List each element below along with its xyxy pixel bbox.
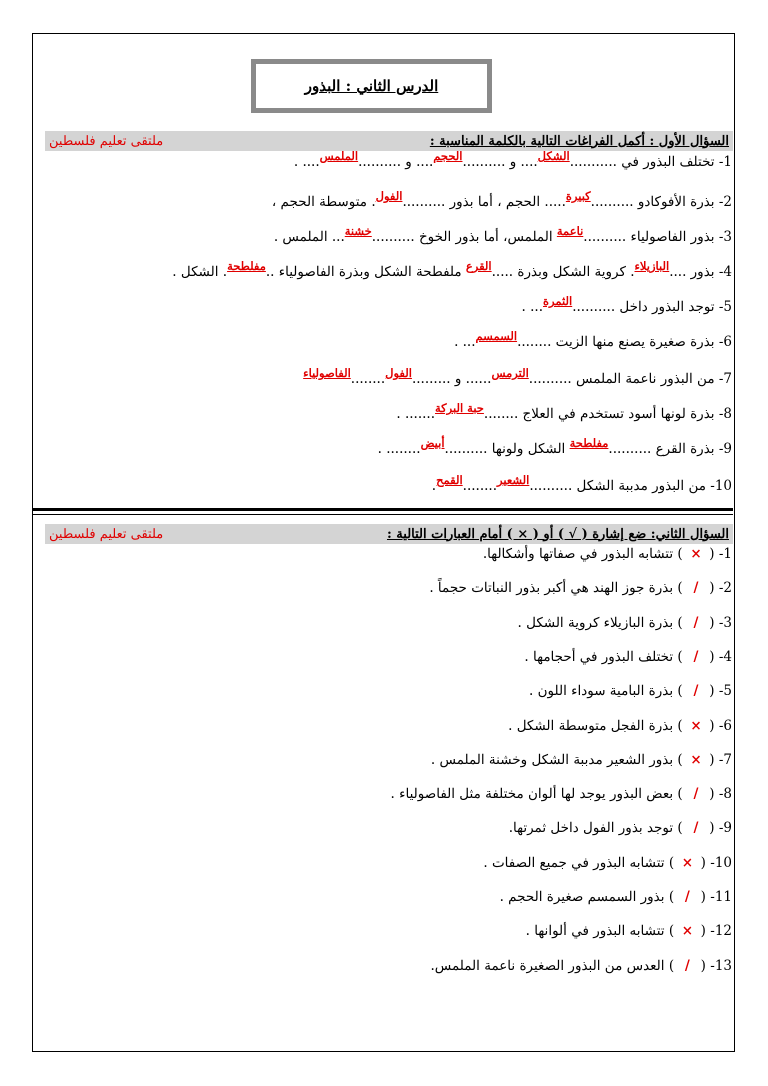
q2-item-number: 10- <box>710 854 732 871</box>
q2-statement: تتشابه البذور في صفاتها وأشكالها. <box>482 546 674 562</box>
q1-answer: الثمرة <box>543 294 573 308</box>
q2-answer-mark: × <box>690 751 702 768</box>
q2-answer-mark: / <box>684 957 690 974</box>
q2-bracket-close: ) <box>673 546 687 562</box>
q2-item-number: 12- <box>710 923 732 940</box>
q1-text: 2- بذرة الأفوكادو .......... <box>590 194 732 210</box>
q2-item-4 <box>524 649 732 665</box>
q2-item-3 <box>518 615 732 631</box>
q1-text: . كروية الشكل وبذرة ..... <box>491 264 635 280</box>
q2-statement: بذرة جوز الهند هي أكبر بذور النباتات حجماً . <box>429 580 674 597</box>
q2-answer-mark: × <box>690 546 702 562</box>
q2-statement: بذور السمسم صغيرة الحجم . <box>499 889 665 905</box>
q2-statement: بعض البذور يوجد لها ألوان مختلفة مثل الفاصولياء . <box>390 786 674 803</box>
q1-text: 1- تختلف البذور في ........... <box>569 154 732 170</box>
q1-text: ....... . <box>396 406 436 422</box>
q1-answer: القرع <box>465 259 492 273</box>
q2-item-6 <box>508 718 732 734</box>
q1-text: .... و .......... <box>462 154 538 170</box>
q2-heading: السؤال الثاني: ضع إشارة ( √ ) أو ( × ) أمام العبارات التالية : <box>386 526 729 542</box>
q1-answer: مفلطحة <box>569 436 609 450</box>
q1-header <box>45 131 733 151</box>
q1-text: ...... و ......... <box>411 371 492 387</box>
q1-text: ... . <box>454 334 476 350</box>
q2-statement: توجد بذور الفول داخل ثمرتها. <box>508 820 674 837</box>
q1-item-8 <box>396 401 732 422</box>
q1-brand: ملتقى تعليم فلسطين <box>49 133 164 149</box>
q1-answer: خشنة <box>344 224 372 238</box>
q2-answer-mark: × <box>681 854 694 871</box>
q2-statement: تتشابه البذور في ألوانها . <box>525 923 665 940</box>
q2-item-13 <box>430 958 732 974</box>
q1-text: ..... الحجم ، أما بذور .......... <box>402 194 566 210</box>
q1-text: 6- بذرة صغيرة يصنع منها الزيت ........ <box>517 334 732 350</box>
q2-item-number: 8- <box>718 786 732 803</box>
q2-item-number: 1- <box>718 546 732 562</box>
lesson-title-box <box>251 59 492 113</box>
q2-answer-mark: / <box>693 786 699 803</box>
q2-statement: تختلف البذور في أحجامها . <box>524 648 674 665</box>
q2-bracket-close: ) <box>673 751 687 768</box>
q1-text: ........ . <box>377 441 421 457</box>
q2-answer-mark: / <box>693 614 699 631</box>
q1-text: 5- توجد البذور داخل .......... <box>572 299 732 315</box>
q1-text: .... . <box>293 154 320 170</box>
q2-item-number: 3- <box>718 614 732 631</box>
q2-bracket-close: ) <box>664 923 679 940</box>
lesson-title: الدرس الثاني : البذور <box>304 77 439 95</box>
q1-text: 10- من البذور مدببة الشكل .......... <box>529 478 732 494</box>
q2-item-5 <box>529 683 732 699</box>
q1-answer: القمح <box>436 473 463 487</box>
q2-bracket-open: ( <box>704 648 719 665</box>
q2-bracket-open: ( <box>704 717 719 734</box>
q1-answer: الفاصولياء <box>303 366 351 380</box>
q2-bracket-open: ( <box>696 889 711 905</box>
q2-item-12 <box>526 923 732 939</box>
q1-text: . متوسطة الحجم ، <box>271 194 376 210</box>
q2-bracket-close: ) <box>673 820 687 837</box>
q2-bracket-close: ) <box>664 889 679 905</box>
q1-item-5 <box>521 294 732 315</box>
q1-text: 7- من البذور ناعمة الملمس .......... <box>528 371 732 387</box>
q2-bracket-close: ) <box>673 786 687 803</box>
q1-answer: الشكل <box>537 149 570 163</box>
q2-item-8 <box>391 786 732 802</box>
q2-bracket-close: ) <box>673 717 687 734</box>
q1-answer: ناعمة <box>556 224 584 238</box>
q2-bracket-open: ( <box>704 580 719 597</box>
q1-text: ملفطحة الشكل وبذرة الفاصولياء .. <box>265 264 466 280</box>
q2-bracket-close: ) <box>664 854 679 871</box>
q2-answer-mark: × <box>681 923 694 940</box>
q2-item-10 <box>483 855 732 871</box>
section-separator-thin <box>33 514 733 515</box>
q2-item-7 <box>431 752 732 768</box>
q1-heading: السؤال الأول : أكمل الفراغات التالية بالكلمة المناسبة : <box>429 133 729 149</box>
q2-answer-mark: / <box>693 580 699 597</box>
q2-item-2 <box>429 580 732 596</box>
q1-item-6 <box>454 329 732 350</box>
q2-bracket-open: ( <box>696 923 711 940</box>
q2-bracket-close: ) <box>673 648 687 665</box>
q1-answer: مفلطحة <box>227 259 266 273</box>
q2-statement: بذرة البامية سوداء اللون . <box>529 683 674 700</box>
q2-bracket-close: ) <box>673 614 687 631</box>
q1-text: ........ <box>462 478 497 494</box>
q2-bracket-open: ( <box>704 546 719 562</box>
q1-answer: حبة البركة <box>435 401 484 415</box>
q1-item-4 <box>172 259 732 280</box>
q1-item-9 <box>377 436 732 457</box>
q2-statement: تتشابه البذور في جميع الصفات . <box>483 854 665 871</box>
q1-text: .... و .......... <box>358 154 434 170</box>
q1-answer: البازيلاء <box>634 259 670 273</box>
q1-text: 8- بذرة لونها أسود تستخدم في العلاج ........ <box>483 406 732 422</box>
q1-item-10 <box>431 473 732 494</box>
q1-answer: أبيض <box>420 436 445 450</box>
q2-brand: ملتقى تعليم فلسطين <box>49 526 164 542</box>
q2-answer-mark: × <box>690 717 702 734</box>
q2-bracket-open: ( <box>704 683 719 700</box>
q1-text: . <box>431 478 437 494</box>
q2-item-number: 2- <box>718 580 732 597</box>
q1-answer: الفول <box>375 189 403 203</box>
q2-bracket-open: ( <box>704 786 719 803</box>
q2-header <box>45 524 733 544</box>
q1-text: 3- بذور الفاصولياء .......... <box>583 229 732 245</box>
q1-answer: الملمس <box>319 149 359 163</box>
q1-text: ... الملمس . <box>273 229 345 245</box>
q1-text: ... . <box>521 299 543 315</box>
q2-answer-mark: / <box>693 820 699 837</box>
q1-answer: الفول <box>385 366 412 380</box>
q2-statement: بذرة الفجل متوسطة الشكل . <box>508 717 674 734</box>
q1-answer: الترمس <box>491 366 529 380</box>
q1-text: . الشكل . <box>172 264 228 280</box>
q2-bracket-open: ( <box>704 614 719 631</box>
q1-text: الملمس، أما بذور الخوخ .......... <box>371 229 557 245</box>
q2-item-number: 11- <box>710 889 732 905</box>
q1-text: ........ <box>350 371 386 387</box>
q2-item-number: 13- <box>710 957 732 974</box>
q1-answer: الشعير <box>497 473 530 487</box>
q2-bracket-open: ( <box>704 751 719 768</box>
q1-answer: كبيرة <box>565 189 591 203</box>
q1-item-2 <box>271 189 732 210</box>
worksheet-page <box>32 33 735 1052</box>
q1-answer: الحجم <box>433 149 463 163</box>
q2-bracket-open: ( <box>704 820 719 837</box>
q2-answer-mark: / <box>693 648 699 665</box>
q2-bracket-open: ( <box>696 957 711 974</box>
q2-item-9 <box>509 820 732 836</box>
q2-item-number: 5- <box>718 683 732 700</box>
q2-item-number: 9- <box>718 820 732 837</box>
q2-answer-mark: / <box>684 889 690 905</box>
q2-item-number: 4- <box>718 648 732 665</box>
q2-item-11 <box>500 889 732 905</box>
q2-bracket-close: ) <box>673 683 687 700</box>
q2-statement: العدس من البذور الصغيرة ناعمة الملمس. <box>430 957 665 974</box>
section-separator <box>33 508 733 511</box>
q1-answer: السمسم <box>475 329 518 343</box>
q1-item-3 <box>273 224 732 245</box>
q2-item-1 <box>483 546 732 562</box>
q2-answer-mark: / <box>693 683 699 700</box>
q2-statement: بذرة البازيلاء كروية الشكل . <box>517 614 674 631</box>
q1-text: الشكل ولونها .......... <box>444 441 570 457</box>
q2-bracket-close: ) <box>673 580 687 597</box>
q1-text: 9- بذرة القرع .......... <box>608 441 732 457</box>
q2-statement: بذور الشعير مدببة الشكل وخشنة الملمس . <box>430 751 674 768</box>
q2-item-number: 6- <box>718 717 732 734</box>
q2-bracket-close: ) <box>664 957 679 974</box>
q1-item-1 <box>293 149 732 170</box>
q1-item-7 <box>303 366 732 387</box>
q2-item-number: 7- <box>718 751 732 768</box>
q2-bracket-open: ( <box>696 854 711 871</box>
q1-text: 4- بذور .... <box>669 264 732 280</box>
